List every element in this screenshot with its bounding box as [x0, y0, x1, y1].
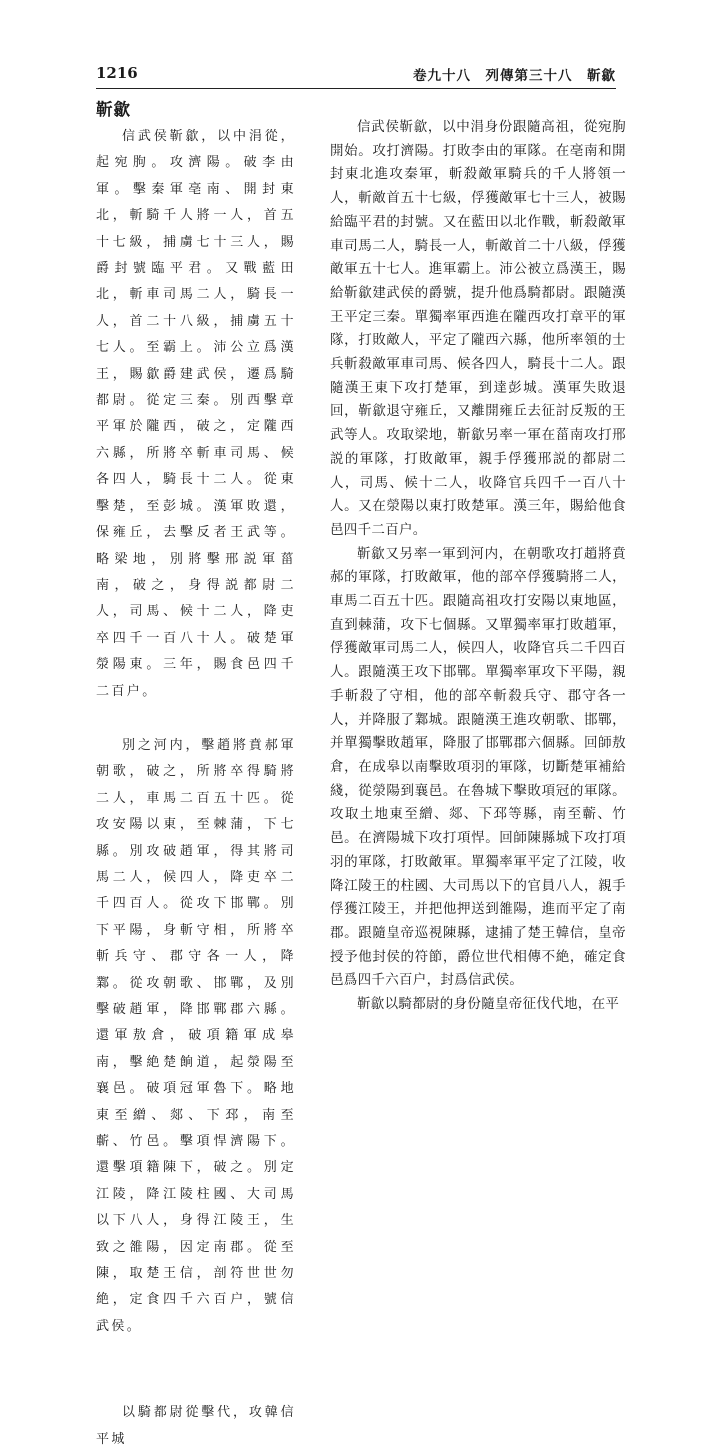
classical-text-column — [96, 96, 296, 1453]
section-title: 靳歙 — [96, 100, 131, 119]
page-header — [96, 62, 616, 89]
running-title: 卷九十八 列傳第三十八 靳歙 — [413, 68, 616, 84]
translation-column — [330, 116, 626, 1017]
page-number: 1216 — [96, 64, 138, 82]
classical-paragraph-3: 以騎都尉從擊代，攻韓信平城 — [96, 1405, 296, 1447]
translation-paragraph-1: 信武侯靳歙，以中涓身份跟隨高祖，從宛朐開始。攻打濟陽。打敗李由的軍隊。在亳南和開封東北進攻秦軍，斬殺敵軍騎兵的千人將領一人，斬敵首五十七級，俘獲敵軍七十三人，被賜給臨平君的封號。又在藍田以北作戰，斬殺敵軍車司馬二人，騎長一人，斬敵首二十八級，俘獲敵軍五十七人。進軍霸上。沛公被立爲漢王，賜給靳歙建武侯的爵號，提升他爲騎都尉。跟隨漢王平定三秦。單獨率軍西進在隴西攻打章平的軍隊，打敗敵人，平定了隴西六縣，他所率領的士兵斬殺敵軍車司馬、候各四人，騎長十二人。跟隨漢王東下攻打楚軍，到達彭城。漢軍失敗退回，靳歙退守雍丘，又離開雍丘去征討反叛的王武等人。攻取梁地，靳歙另率一軍在菑南攻打邢説的軍隊，打敗敵軍，親手俘獲邢説的都尉二人，司馬、候十二人，收降官兵四千一百八十人。又在滎陽以東打敗楚軍。漢三年，賜給他食邑四千二百户。 — [330, 119, 626, 538]
classical-paragraph-2: 別之河内，擊趙將賁郝軍朝歌，破之，所將卒得騎將二人，車馬二百五十匹。從攻安陽以東，至棘蒲，下七縣。別攻破趙軍，得其將司馬二人，候四人，降吏卒二千四百人。從攻下邯鄲。別下平陽，身斬守相，所將卒斬兵守、郡守各一人，降鄴。從攻朝歌、邯鄲，及別擊破趙軍，降邯鄲郡六縣。還軍敖倉，破項籍軍成皋南，擊絶楚餉道，起滎陽至襄邑。破項冠軍魯下。略地東至繒、郯、下邳，南至蘄、竹邑。擊項悍濟陽下。還擊項籍陳下，破之。別定江陵，降江陵柱國、大司馬以下八人，身得江陵王，生致之雒陽，因定南郡。從至陳，取楚王信，剖符世世勿絶，定食四千六百户，號信武侯。 — [96, 737, 296, 1334]
classical-paragraph-1: 信武侯靳歙，以中涓從，起宛朐。攻濟陽。破李由軍。擊秦軍亳南、開封東北，斬騎千人將一人，首五十七級，捕虜七十三人，賜爵封號臨平君。又戰藍田北，斬車司馬二人，騎長一人，首二十八級，捕虜五十七人。至霸上。沛公立爲漢王，賜歙爵建武侯，遷爲騎都尉。從定三秦。別西擊章平軍於隴西，破之，定隴西六縣，所將卒斬車司馬、候各四人，騎長十二人。從東擊楚，至彭城。漢軍敗還，保雍丘，去擊反者王武等。略梁地，別將擊邢説軍菑南，破之，身得説都尉二人，司馬、候十二人，降吏卒四千一百八十人。破楚軍滎陽東。三年，賜食邑四千二百户。 — [96, 129, 296, 699]
translation-paragraph-3: 靳歙以騎都尉的身份隨皇帝征伐代地，在平 — [357, 996, 620, 1013]
translation-paragraph-2: 靳歙又另率一軍到河内，在朝歌攻打趙將賁郝的軍隊，打敗敵軍，他的部卒俘獲騎將二人，車馬二百五十匹。跟隨高祖攻打安陽以東地區，直到棘蒲，攻下七個縣。又單獨率軍打敗趙軍，俘獲敵軍司馬二人，候四人，收降官兵二千四百人。跟隨漢王攻下邯鄲。單獨率軍攻下平陽，親手斬殺了守相，他的部卒斬殺兵守、郡守各一人，并降服了鄴城。跟隨漢王進攻朝歌、邯鄲，并單獨擊敗趙軍，降服了邯鄲郡六個縣。回師敖倉，在成皋以南擊敗項羽的軍隊，切斷楚軍補給綫，從滎陽到襄邑。在魯城下擊敗項冠的軍隊。攻取土地東至繒、郯、下邳等縣，南至蘄、竹邑。在濟陽城下攻打項悍。回師陳縣城下攻打項羽的軍隊，打敗敵軍。單獨率軍平定了江陵，收降江陵王的柱國、大司馬以下的官員八人，親手俘獲江陵王，并把他押送到雒陽，進而平定了南郡。跟隨皇帝巡視陳縣，逮捕了楚王韓信，皇帝授予他封侯的符節，爵位世代相傳不絶，確定食邑爲四千六百户，封爲信武侯。 — [330, 545, 626, 989]
